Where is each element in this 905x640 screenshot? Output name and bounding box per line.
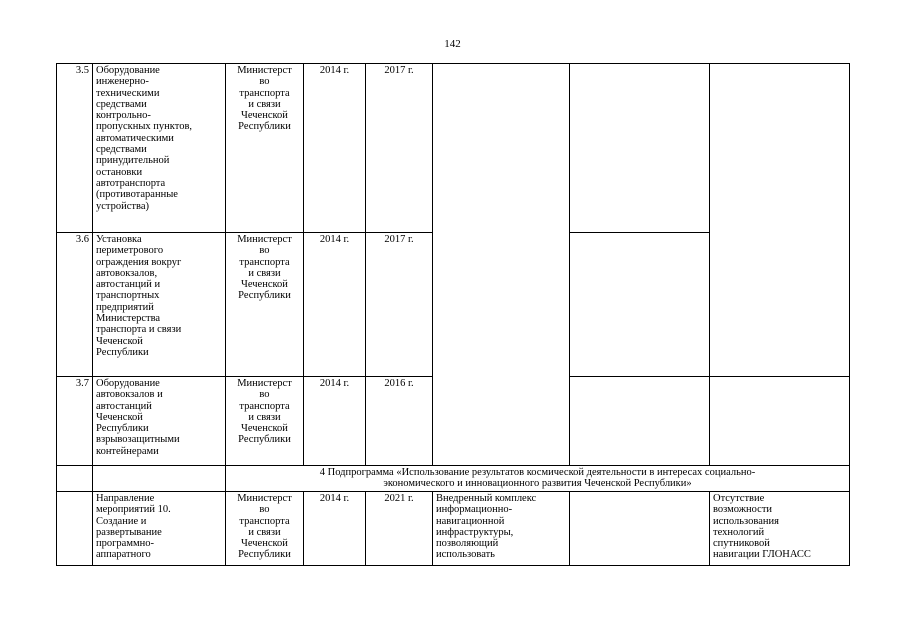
page-number: 142 [444, 38, 461, 50]
subprogram-row [57, 466, 850, 492]
start-year: 2014 г. [304, 233, 366, 377]
end-year: 2017 г. [366, 233, 433, 377]
consequence-cell-merged [710, 64, 850, 377]
table-row [57, 64, 850, 233]
empty-cell [93, 466, 226, 492]
start-year: 2014 г. [304, 377, 366, 466]
consequence-text: Отсутствие возможности использования технологий спутниковой навигации ГЛОНАСС [710, 492, 850, 566]
row-number: 3.6 [57, 233, 93, 377]
empty-cell [710, 377, 850, 466]
measure-name: Оборудование автовокзалов и автостанций Чеченской Республики взрывозащитными контейнерами [93, 377, 226, 466]
measure-name: Оборудование инженерно- техническими средствами контрольно- пропускных пунктов, автоматическими средствами принудительной остановки автотранспорта (противотаранные устройства) [93, 64, 226, 233]
end-year: 2021 г. [366, 492, 433, 566]
end-year: 2017 г. [366, 64, 433, 233]
executor: Министерст во транспорта и связи Чеченской Республики [226, 64, 304, 233]
empty-cell [570, 233, 710, 377]
expected-result: Внедренный комплекс информационно- навигационной инфраструктуры, позволяющий использовать [433, 492, 570, 566]
row-number: 3.7 [57, 377, 93, 466]
empty-cell [570, 492, 710, 566]
empty-cell [57, 492, 93, 566]
executor: Министерст во транспорта и связи Чеченской Республики [226, 377, 304, 466]
subprogram-title: 4 Подпрограмма «Использование результатов космической деятельности в интересах социально- экономического и инновационного развития Чеченской Республики» [226, 466, 850, 492]
empty-cell [570, 64, 710, 233]
direction-name: Направление мероприятий 10. Создание и развертывание программно- аппаратного [93, 492, 226, 566]
empty-cell [57, 466, 93, 492]
empty-cell [570, 377, 710, 466]
executor: Министерст во транспорта и связи Чеченской Республики [226, 233, 304, 377]
start-year: 2014 г. [304, 64, 366, 233]
executor: Министерст во транспорта и связи Чеченской Республики [226, 492, 304, 566]
start-year: 2014 г. [304, 492, 366, 566]
result-cell-merged [433, 64, 570, 466]
end-year: 2016 г. [366, 377, 433, 466]
program-table [56, 63, 850, 566]
measure-name: Установка периметрового ограждения вокруг автовокзалов, автостанций и транспортных предприятий Министерства транспорта и связи Чеченской Республики [93, 233, 226, 377]
row-number: 3.5 [57, 64, 93, 233]
table-row [57, 492, 850, 566]
